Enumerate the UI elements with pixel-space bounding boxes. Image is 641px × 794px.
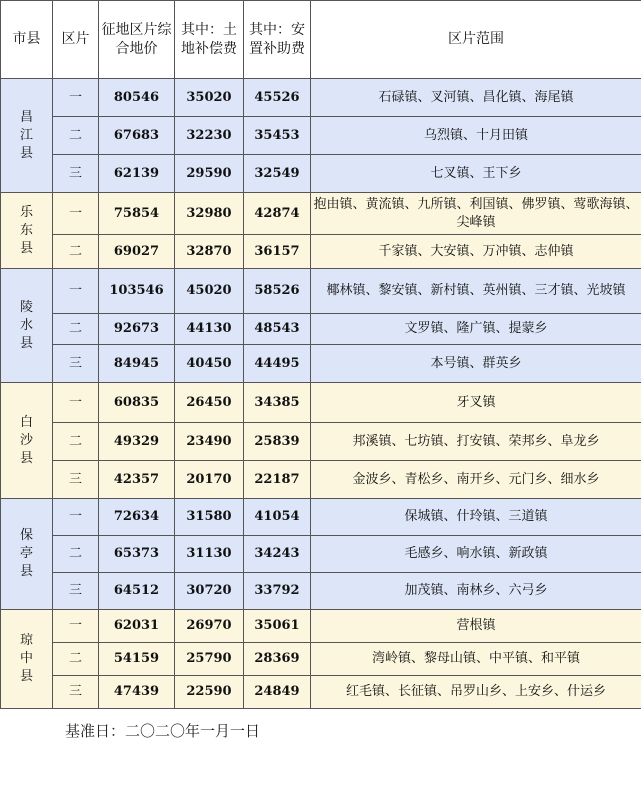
county-name: 保亭县	[19, 528, 33, 579]
land-compensation-cell: 40450	[175, 345, 244, 383]
zone-scope-cell: 毛感乡、响水镇、新政镇	[311, 536, 641, 573]
land-compensation-cell: 32870	[175, 235, 244, 269]
land-compensation-cell: 44130	[175, 314, 244, 345]
zone-cell: 二	[53, 643, 99, 676]
composite-price-cell: 103546	[99, 269, 175, 314]
table-header-row	[1, 1, 641, 79]
county-name: 琼中县	[19, 633, 33, 684]
resettlement-subsidy-cell: 35453	[244, 117, 311, 155]
header-zone-scope: 区片范围	[311, 1, 641, 79]
table-body	[1, 79, 641, 709]
zone-scope-cell: 石碌镇、叉河镇、昌化镇、海尾镇	[311, 79, 641, 117]
resettlement-subsidy-cell: 28369	[244, 643, 311, 676]
header-land-compensation: 其中：土地补偿费	[175, 1, 244, 79]
table-row	[1, 610, 641, 643]
land-compensation-cell: 32230	[175, 117, 244, 155]
county-name-cell	[1, 610, 53, 709]
land-compensation-cell: 25790	[175, 643, 244, 676]
composite-price-cell: 54159	[99, 643, 175, 676]
county-name: 白沙县	[19, 414, 33, 466]
land-compensation-cell: 26450	[175, 383, 244, 423]
header-zone: 区片	[53, 1, 99, 79]
composite-price-cell: 75854	[99, 193, 175, 235]
resettlement-subsidy-cell: 41054	[244, 499, 311, 536]
composite-price-cell: 80546	[99, 79, 175, 117]
table-row	[1, 269, 641, 314]
composite-price-cell: 62031	[99, 610, 175, 643]
zone-scope-cell: 抱由镇、黄流镇、九所镇、利国镇、佛罗镇、莺歌海镇、尖峰镇	[311, 193, 641, 235]
resettlement-subsidy-cell: 24849	[244, 676, 311, 709]
resettlement-subsidy-cell: 36157	[244, 235, 311, 269]
table-row	[1, 676, 641, 709]
land-compensation-cell: 32980	[175, 193, 244, 235]
resettlement-subsidy-cell: 32549	[244, 155, 311, 193]
zone-cell: 二	[53, 423, 99, 461]
resettlement-subsidy-cell: 58526	[244, 269, 311, 314]
zone-cell: 一	[53, 610, 99, 643]
resettlement-subsidy-cell: 22187	[244, 461, 311, 499]
land-compensation-cell: 20170	[175, 461, 244, 499]
composite-price-cell: 67683	[99, 117, 175, 155]
zone-scope-cell: 湾岭镇、黎母山镇、中平镇、和平镇	[311, 643, 641, 676]
composite-price-cell: 64512	[99, 573, 175, 610]
resettlement-subsidy-cell: 35061	[244, 610, 311, 643]
zone-scope-cell: 牙叉镇	[311, 383, 641, 423]
header-resettlement-subsidy: 其中：安置补助费	[244, 1, 311, 79]
zone-scope-cell: 本号镇、群英乡	[311, 345, 641, 383]
land-compensation-cell: 45020	[175, 269, 244, 314]
resettlement-subsidy-cell: 25839	[244, 423, 311, 461]
zone-cell: 三	[53, 155, 99, 193]
resettlement-subsidy-cell: 48543	[244, 314, 311, 345]
table-row	[1, 155, 641, 193]
county-name: 乐东县	[19, 204, 33, 256]
zone-scope-cell: 金波乡、青松乡、南开乡、元门乡、细水乡	[311, 461, 641, 499]
county-name-cell	[1, 193, 53, 269]
table-row	[1, 117, 641, 155]
composite-price-cell: 47439	[99, 676, 175, 709]
composite-price-cell: 84945	[99, 345, 175, 383]
table-row	[1, 461, 641, 499]
composite-price-cell: 60835	[99, 383, 175, 423]
land-compensation-cell: 30720	[175, 573, 244, 610]
header-county: 市县	[1, 1, 53, 79]
zone-scope-cell: 红毛镇、长征镇、吊罗山乡、上安乡、什运乡	[311, 676, 641, 709]
land-compensation-cell: 35020	[175, 79, 244, 117]
zone-cell: 一	[53, 193, 99, 235]
zone-cell: 二	[53, 235, 99, 269]
table-row	[1, 499, 641, 536]
zone-cell: 一	[53, 79, 99, 117]
land-compensation-cell: 31580	[175, 499, 244, 536]
table-row	[1, 423, 641, 461]
composite-price-cell: 62139	[99, 155, 175, 193]
zone-cell: 三	[53, 345, 99, 383]
zone-cell: 一	[53, 499, 99, 536]
table-row	[1, 573, 641, 610]
zone-scope-cell: 乌烈镇、十月田镇	[311, 117, 641, 155]
composite-price-cell: 42357	[99, 461, 175, 499]
resettlement-subsidy-cell: 42874	[244, 193, 311, 235]
land-compensation-cell: 31130	[175, 536, 244, 573]
zone-scope-cell: 椰林镇、黎安镇、新村镇、英州镇、三才镇、光坡镇	[311, 269, 641, 314]
county-name-cell	[1, 383, 53, 499]
zone-cell: 三	[53, 461, 99, 499]
composite-price-cell: 65373	[99, 536, 175, 573]
zone-cell: 一	[53, 269, 99, 314]
zone-scope-cell: 加茂镇、南林乡、六弓乡	[311, 573, 641, 610]
composite-price-cell: 69027	[99, 235, 175, 269]
county-name: 陵水县	[19, 299, 33, 351]
zone-scope-cell: 文罗镇、隆广镇、提蒙乡	[311, 314, 641, 345]
zone-scope-cell: 七叉镇、王下乡	[311, 155, 641, 193]
composite-price-cell: 49329	[99, 423, 175, 461]
land-compensation-cell: 29590	[175, 155, 244, 193]
land-compensation-cell: 23490	[175, 423, 244, 461]
composite-price-cell: 92673	[99, 314, 175, 345]
zone-cell: 三	[53, 573, 99, 610]
table-row	[1, 314, 641, 345]
resettlement-subsidy-cell: 34385	[244, 383, 311, 423]
land-compensation-cell: 26970	[175, 610, 244, 643]
zone-scope-cell: 邦溪镇、七坊镇、打安镇、荣邦乡、阜龙乡	[311, 423, 641, 461]
zone-cell: 三	[53, 676, 99, 709]
table-row	[1, 345, 641, 383]
resettlement-subsidy-cell: 33792	[244, 573, 311, 610]
table-row	[1, 79, 641, 117]
resettlement-subsidy-cell: 34243	[244, 536, 311, 573]
land-compensation-cell: 22590	[175, 676, 244, 709]
composite-price-cell: 72634	[99, 499, 175, 536]
table-row	[1, 643, 641, 676]
base-date-note: 基准日：二〇二〇年一月一日	[65, 722, 261, 740]
table-row	[1, 235, 641, 269]
county-name-cell	[1, 269, 53, 383]
table-row	[1, 383, 641, 423]
table-row	[1, 536, 641, 573]
zone-cell: 二	[53, 117, 99, 155]
county-name-cell	[1, 79, 53, 193]
resettlement-subsidy-cell: 44495	[244, 345, 311, 383]
zone-scope-cell: 保城镇、什玲镇、三道镇	[311, 499, 641, 536]
zone-cell: 二	[53, 536, 99, 573]
resettlement-subsidy-cell: 45526	[244, 79, 311, 117]
county-name: 昌江县	[19, 109, 33, 161]
zone-scope-cell: 千家镇、大安镇、万冲镇、志仲镇	[311, 235, 641, 269]
header-composite-price: 征地区片综合地价	[99, 1, 175, 79]
table-row	[1, 193, 641, 235]
zone-cell: 一	[53, 383, 99, 423]
county-name-cell	[1, 499, 53, 610]
zone-scope-cell: 营根镇	[311, 610, 641, 643]
zone-cell: 二	[53, 314, 99, 345]
